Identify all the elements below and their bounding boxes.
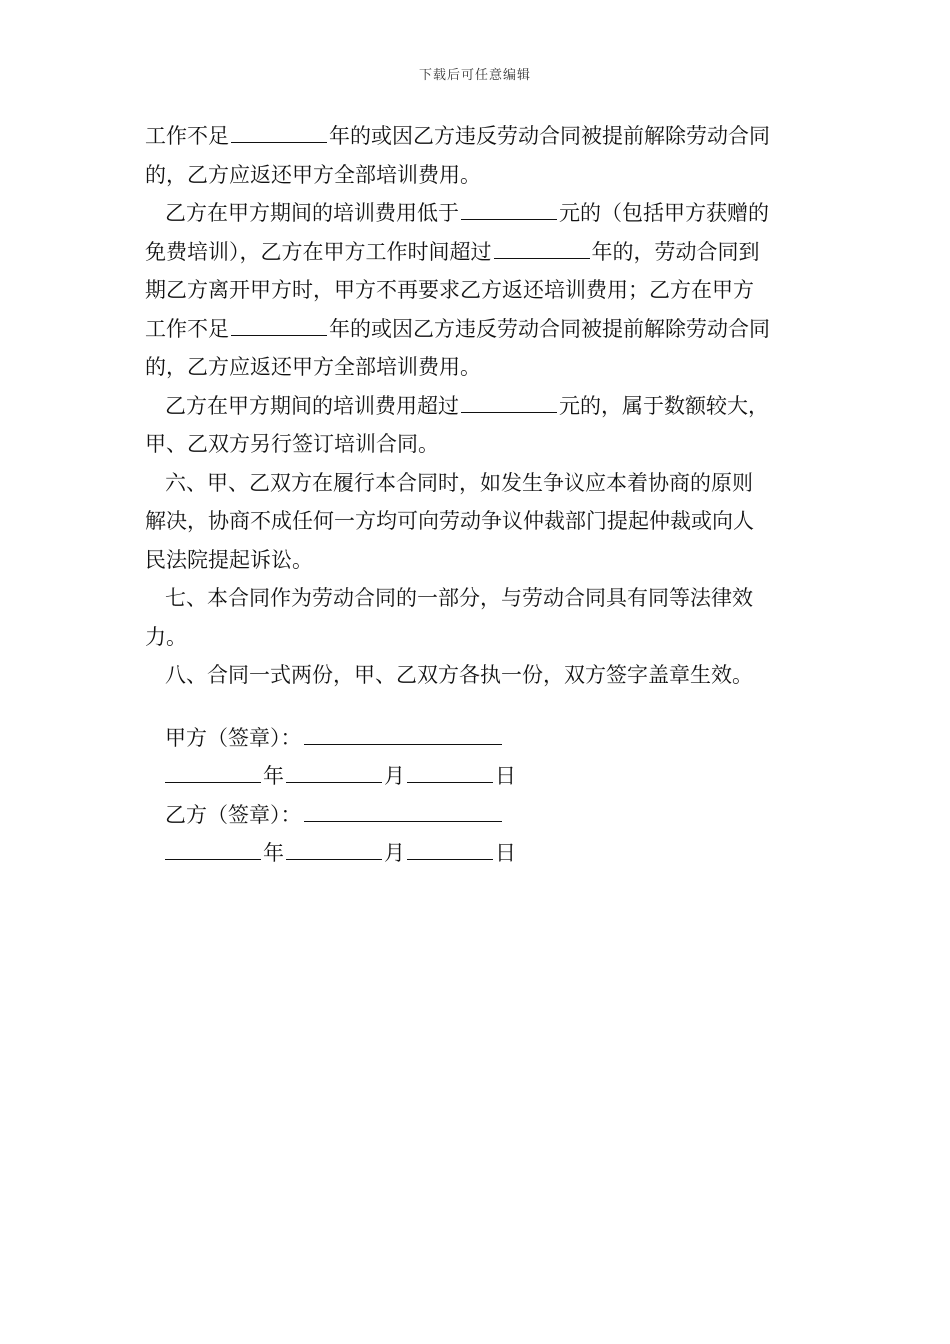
text-segment: 八、合同一式两份，甲、乙双方各执一份，双方签字盖章生效。 [165, 663, 753, 687]
text-segment: 的，乙方应返还甲方全部培训费用。 [145, 355, 481, 379]
fill-blank-years[interactable] [231, 121, 327, 143]
text-segment: 民法院提起诉讼。 [145, 547, 313, 572]
fill-blank-years[interactable] [494, 237, 590, 259]
para5-line1 [145, 579, 810, 618]
text-segment: 工作不足 [145, 316, 229, 341]
month-field[interactable] [286, 761, 382, 783]
party-b-signature-field[interactable] [304, 800, 502, 822]
para3-line1 [145, 387, 810, 426]
para4-line1 [145, 464, 810, 503]
text-segment: 七、本合同作为劳动合同的一部分，与劳动合同具有同等法律效 [165, 586, 753, 610]
month-label: 月 [384, 764, 405, 788]
para4-line3 [145, 541, 810, 580]
text-segment: 年的或因乙方违反劳动合同被提前解除劳动合同 [329, 124, 770, 148]
month-field[interactable] [286, 838, 382, 860]
text-segment: 元的，属于数额较大， [559, 393, 769, 418]
year-field[interactable] [165, 838, 261, 860]
text-segment: 力。 [145, 624, 187, 649]
text-segment: 年的或因乙方违反劳动合同被提前解除劳动合同 [329, 316, 770, 341]
para1-line1 [145, 117, 810, 156]
year-label: 年 [263, 764, 284, 788]
day-field[interactable] [407, 838, 493, 860]
day-field[interactable] [407, 761, 493, 783]
fill-blank-years[interactable] [231, 314, 327, 336]
party-a-signature-line [145, 719, 810, 758]
section-spacer [145, 695, 810, 719]
year-label: 年 [263, 841, 284, 865]
party-b-date-line [145, 834, 810, 873]
text-segment: 元的（包括甲方获赠的 [559, 201, 769, 225]
text-segment: 工作不足 [145, 124, 229, 148]
para4-line2 [145, 502, 810, 541]
page-header: 下载后可任意编辑 [418, 68, 531, 83]
text-segment: 乙方在甲方期间的培训费用超过 [165, 393, 459, 418]
month-label: 月 [384, 841, 405, 865]
para2-line5 [145, 348, 810, 387]
day-label: 日 [495, 841, 516, 865]
text-segment: 的，乙方应返还甲方全部培训费用。 [145, 162, 481, 187]
party-b-signature-line [145, 796, 810, 835]
para5-line2 [145, 618, 810, 657]
para2-line2 [145, 233, 810, 272]
party-b-label: 乙方（签章）： [165, 802, 302, 827]
para2-line3 [145, 271, 810, 310]
text-segment: 年的，劳动合同到 [591, 239, 760, 264]
day-label: 日 [495, 764, 516, 788]
text-segment: 期乙方离开甲方时，甲方不再要求乙方返还培训费用；乙方在甲方 [145, 278, 754, 302]
year-field[interactable] [165, 761, 261, 783]
text-segment: 免费培训），乙方在甲方工作时间超过 [145, 239, 492, 264]
fill-blank-amount[interactable] [461, 198, 557, 220]
party-a-label: 甲方（签章）： [165, 725, 302, 750]
party-a-signature-field[interactable] [304, 723, 502, 745]
text-segment: 六、甲、乙双方在履行本合同时，如发生争议应本着协商的原则 [165, 470, 753, 495]
para2-line4 [145, 310, 810, 349]
para6-line1 [145, 656, 810, 695]
text-segment: 解决，协商不成任何一方均可向劳动争议仲裁部门提起仲裁或向人 [145, 509, 754, 533]
fill-blank-amount[interactable] [461, 391, 557, 413]
para2-line1 [145, 194, 810, 233]
party-a-date-line [145, 757, 810, 796]
document-body [145, 117, 810, 873]
para3-line2 [145, 425, 810, 464]
text-segment: 甲、乙双方另行签订培训合同。 [145, 432, 439, 456]
text-segment: 乙方在甲方期间的培训费用低于 [165, 201, 459, 225]
para1-line2 [145, 156, 810, 195]
